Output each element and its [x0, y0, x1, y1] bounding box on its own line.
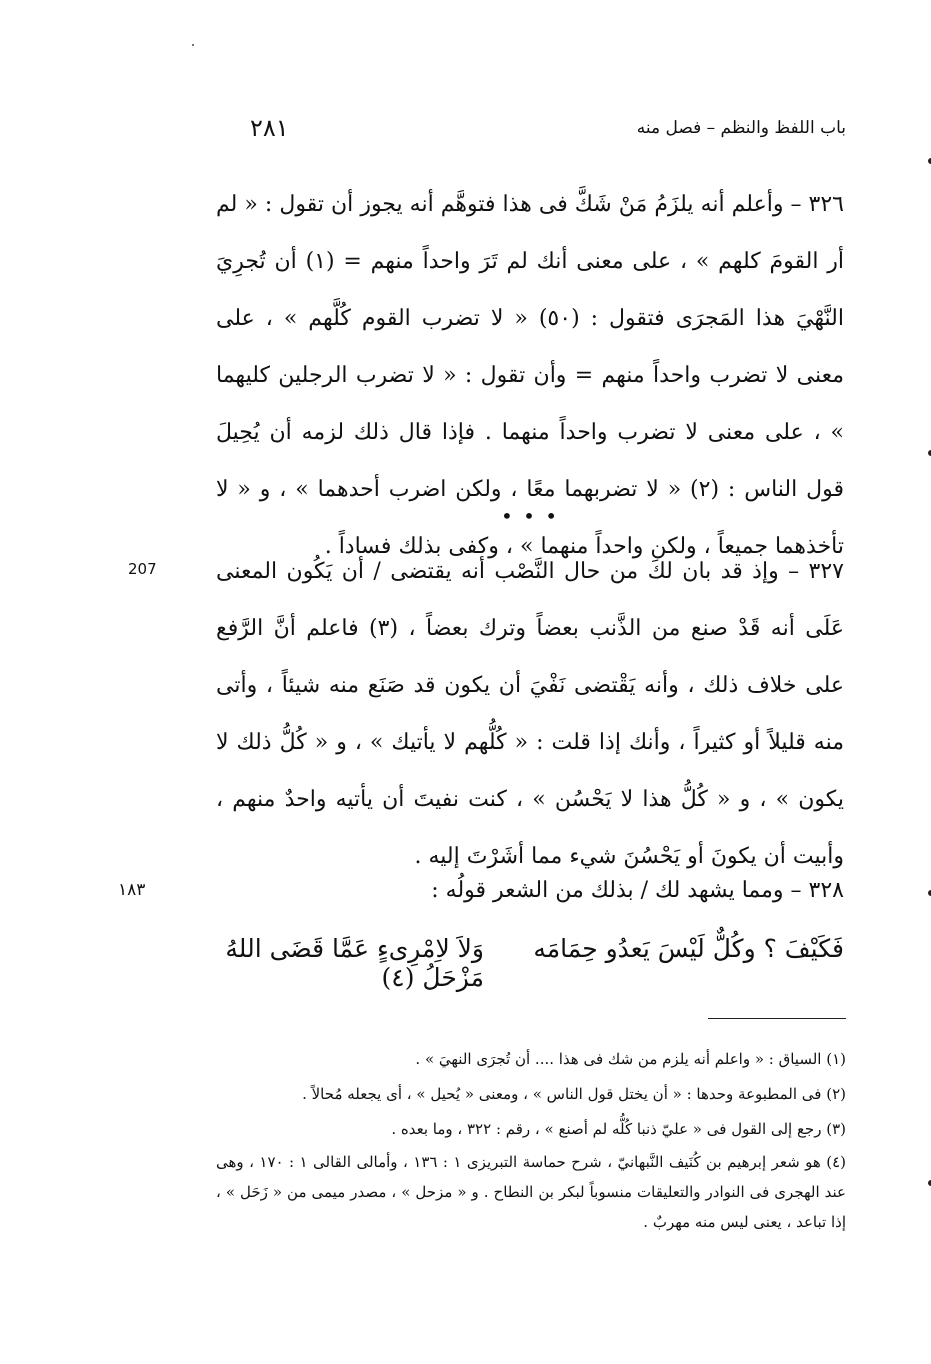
footnote-4: (٤) هو شعر إبرهيم بن كُنَيف النَّبهانيّ ، شرح حماسة التبريزى ١ : ١٣٦ ، وأمالى القالى ١ : ١٧٠ ، وهى عند الهجرى فى النوادر والتعليقات منسوباً لبكر بن النطاح . و « مزحل » ، مصدر ميمى من « زَحَل » ، إذا تباعد ، يعنى ليس منه مهربٌ . — [216, 1153, 846, 1231]
page-number: ٢٨١ — [250, 114, 289, 142]
paragraph-326-text: ٣٢٦ – وأعلم أنه يلزَمُ مَنْ شَكَّ فى هذا فتوهَّم أنه يجوز أن تقول : « لم أر القومَ كلهم » ، على معنى أنك لم تَرَ واحداً منهم = (١) أن تُجرِيَ النَّهْيَ هذا المَجرَى فتقول : (٥٠) « لا تضرب القوم كُلَّهم » ، على معنى لا تضرب واحداً منهم = وأن تقول : « لا تضرب الرجلين كليهما » ، على معنى لا تضرب واحداً منهما . فإذا قال ذلك لزمه أن يُحِيلَ قول الناس : (٢) « لا تضربهما معًا ، ولكن اضرب أحدهما » ، و « لا تأخذهما جميعاً ، ولكن واحداً منهما » ، وكفى بذلك فساداً . — [216, 192, 844, 559]
paragraph-327-text: ٣٢٧ – وإذ قد بان لكَ من حال النَّصْب أنه يقتضى / أن يَكُون المعنى عَلَى أنه قَدْ صنع من الذَّنب بعضاً وترك بعضاً ، (٣) فاعلم أنَّ الرَّفع على خلاف ذلك ، وأنه يَقْتضى نَفْيَ أن يكون قد صَنَع منه شيئاً ، وأتى منه قليلاً أو كثيراً ، وأنك إذا قلت : « كُلُّهم لا يأتيك » ، و « كُلُّ ذلك لا يكون » ، و « كُلُّ هذا لا يَحْسُن » ، كنت نفيتَ أن يأتيه واحدٌ منهم ، وأبيت أن يكونَ أو يَحْسُنَ شيء مما أشَرْتَ إليه . — [216, 559, 844, 869]
paragraph-327 — [216, 543, 844, 885]
page-header — [240, 112, 846, 152]
margin-page-ref-183: ١٨٣ — [118, 880, 146, 900]
running-title: باب اللفظ والنظم – فصل منه — [636, 118, 846, 138]
footnote-3: (٣) رجع إلى القول فى « عليّ ذنبا كُلُّه لم أصنع » ، رقم : ٣٢٢ ، وما بعده . — [391, 1120, 846, 1138]
poetry-verse — [216, 926, 844, 992]
paragraph-328-text: ٣٢٨ – ومما يشهد لك / بذلك من الشعر قولُه : — [431, 878, 844, 903]
verse-hemistich-2: وَلاَ لاِمْرِىءٍ عَمَّا قَضَى اللهُ مَزْحَلُ (٤) — [225, 934, 484, 992]
footnote-separator — [708, 1018, 846, 1019]
footnote-1: (١) السياق : « واعلم أنه يلزم من شك فى هذا .... أن تُجرَى النهيَ » . — [415, 1050, 846, 1068]
footnotes — [216, 1042, 846, 1237]
footnote-2: (٢) فى المطبوعة وحدها : « أن يختل قول الناس » ، ومعنى « يُحيل » ، أى يجعله مُحالاً . — [302, 1085, 846, 1103]
section-divider: • • • — [500, 504, 560, 528]
paragraph-328 — [216, 862, 844, 919]
margin-page-ref-207: 207 — [128, 560, 157, 578]
verse-hemistich-1: فَكَيْفَ ؟ وكُلٌّ لَيْسَ يَعدُو حِمَامَه — [533, 934, 844, 963]
scan-speck — [192, 44, 194, 46]
